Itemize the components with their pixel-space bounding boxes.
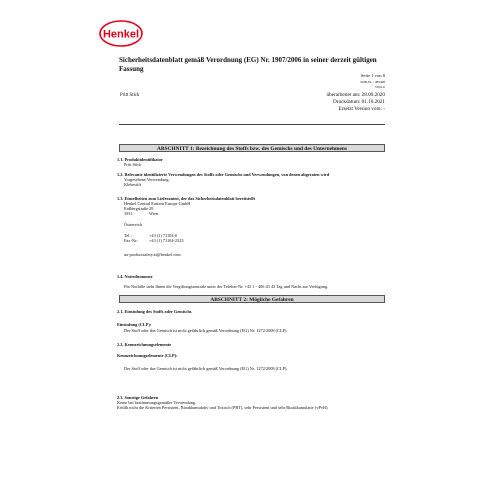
- s11-value: Pritt Stick: [124, 162, 142, 167]
- s23-text-1: Keine bei bestimmungsgemäßer Verwendung.: [117, 400, 197, 405]
- header-divider: [119, 124, 385, 125]
- section-2-heading: ABSCHNITT 2: Mögliche Gefahren: [119, 295, 385, 303]
- s21-heading: 2.1. Einstufung des Stoffs oder Gemischs: [117, 309, 192, 314]
- s23-heading: 2.3. Sonstige Gefahren: [117, 395, 159, 400]
- sdb-number: SDB-Nr. : 485498: [360, 80, 385, 84]
- fax-number: +43 (1) 71104-2323: [149, 238, 184, 243]
- s12-heading: 1.2. Relevante identifizierte Verwendungen des Stoffs oder Gemischs und Verwendungen, von denen abgeraten wird: [117, 172, 330, 177]
- company-zip: 1031: [124, 211, 133, 216]
- s23-text-2: Erfüllt nicht die Kriterien Persistent, Bioakkumulativ und Toxisch (PBT), sehr Persistent und sehr Bioakkumulativ (vPvB).: [117, 405, 329, 410]
- company-city: Wien: [149, 211, 159, 216]
- s14-text: Für Notfälle steht Ihnen die Vergiftungszentrale unter der Telefon-Nr. +43 1 - 406 43 43 Tag und Nacht zur Verfügung.: [124, 284, 329, 289]
- company-street: Erdbergstraße 29: [124, 206, 154, 211]
- s12-label: Vorgesehene Verwendung:: [124, 177, 170, 182]
- henkel-logo: [99, 20, 143, 47]
- tel-number: +43 (1) 71104-0: [149, 233, 178, 238]
- version: V001.0: [374, 85, 385, 89]
- contact-email[interactable]: ua-productsafety.at@henkel.com: [124, 252, 181, 257]
- logo-text: Henkel: [102, 28, 140, 41]
- company-name: Henkel Central Eastern Europe GmbH: [124, 201, 191, 206]
- fax-label: Fax-Nr.:: [124, 238, 139, 243]
- print-date: Druckdatum: 01.10.2021: [332, 99, 385, 105]
- section-1-heading: ABSCHNITT 1: Bezeichnung des Stoffs bzw. des Gemischs und des Unternehmens: [119, 144, 385, 152]
- clp-text: Der Stoff oder das Gemisch ist nicht gefährlich gemäß Verordnung (EG) Nr. 1272/2008 (CLP).: [124, 328, 288, 333]
- tel-label: Tel.:: [124, 233, 132, 238]
- clp-heading: Einstufung (CLP):: [117, 322, 152, 327]
- s22-heading: 2.2. Kennzeichnungselemente: [117, 342, 172, 347]
- document-title: Sicherheitsdatenblatt gemäß Verordnung (EG) Nr. 1907/2006 in seiner derzeit gültigen Fassung: [119, 56, 377, 73]
- replaces-version: Ersetzt Version vom: -: [338, 106, 385, 112]
- page-info: Seite 1 von 8: [360, 73, 385, 78]
- revised-date: überarbeitet am: 28.09.2020: [326, 92, 385, 98]
- label-elements-heading: Kennzeichnungselemente (CLP):: [117, 353, 178, 358]
- company-country: Österreich: [124, 222, 142, 227]
- s11-heading: 1.1. Produktidentifikator: [117, 157, 163, 162]
- label-elements-text: Der Stoff oder das Gemisch ist nicht gefährlich gemäß Verordnung (EG) Nr. 1272/2008 (CLP).: [124, 366, 288, 371]
- product-name: Pritt Stick: [120, 93, 140, 98]
- s12-value: Klebestift: [124, 182, 141, 187]
- s14-heading: 1.4. Notrufnummer: [117, 274, 153, 279]
- s13-heading: 1.3. Einzelheiten zum Lieferanten, der das Sicherheitsdatenblatt bereitstellt: [117, 196, 256, 201]
